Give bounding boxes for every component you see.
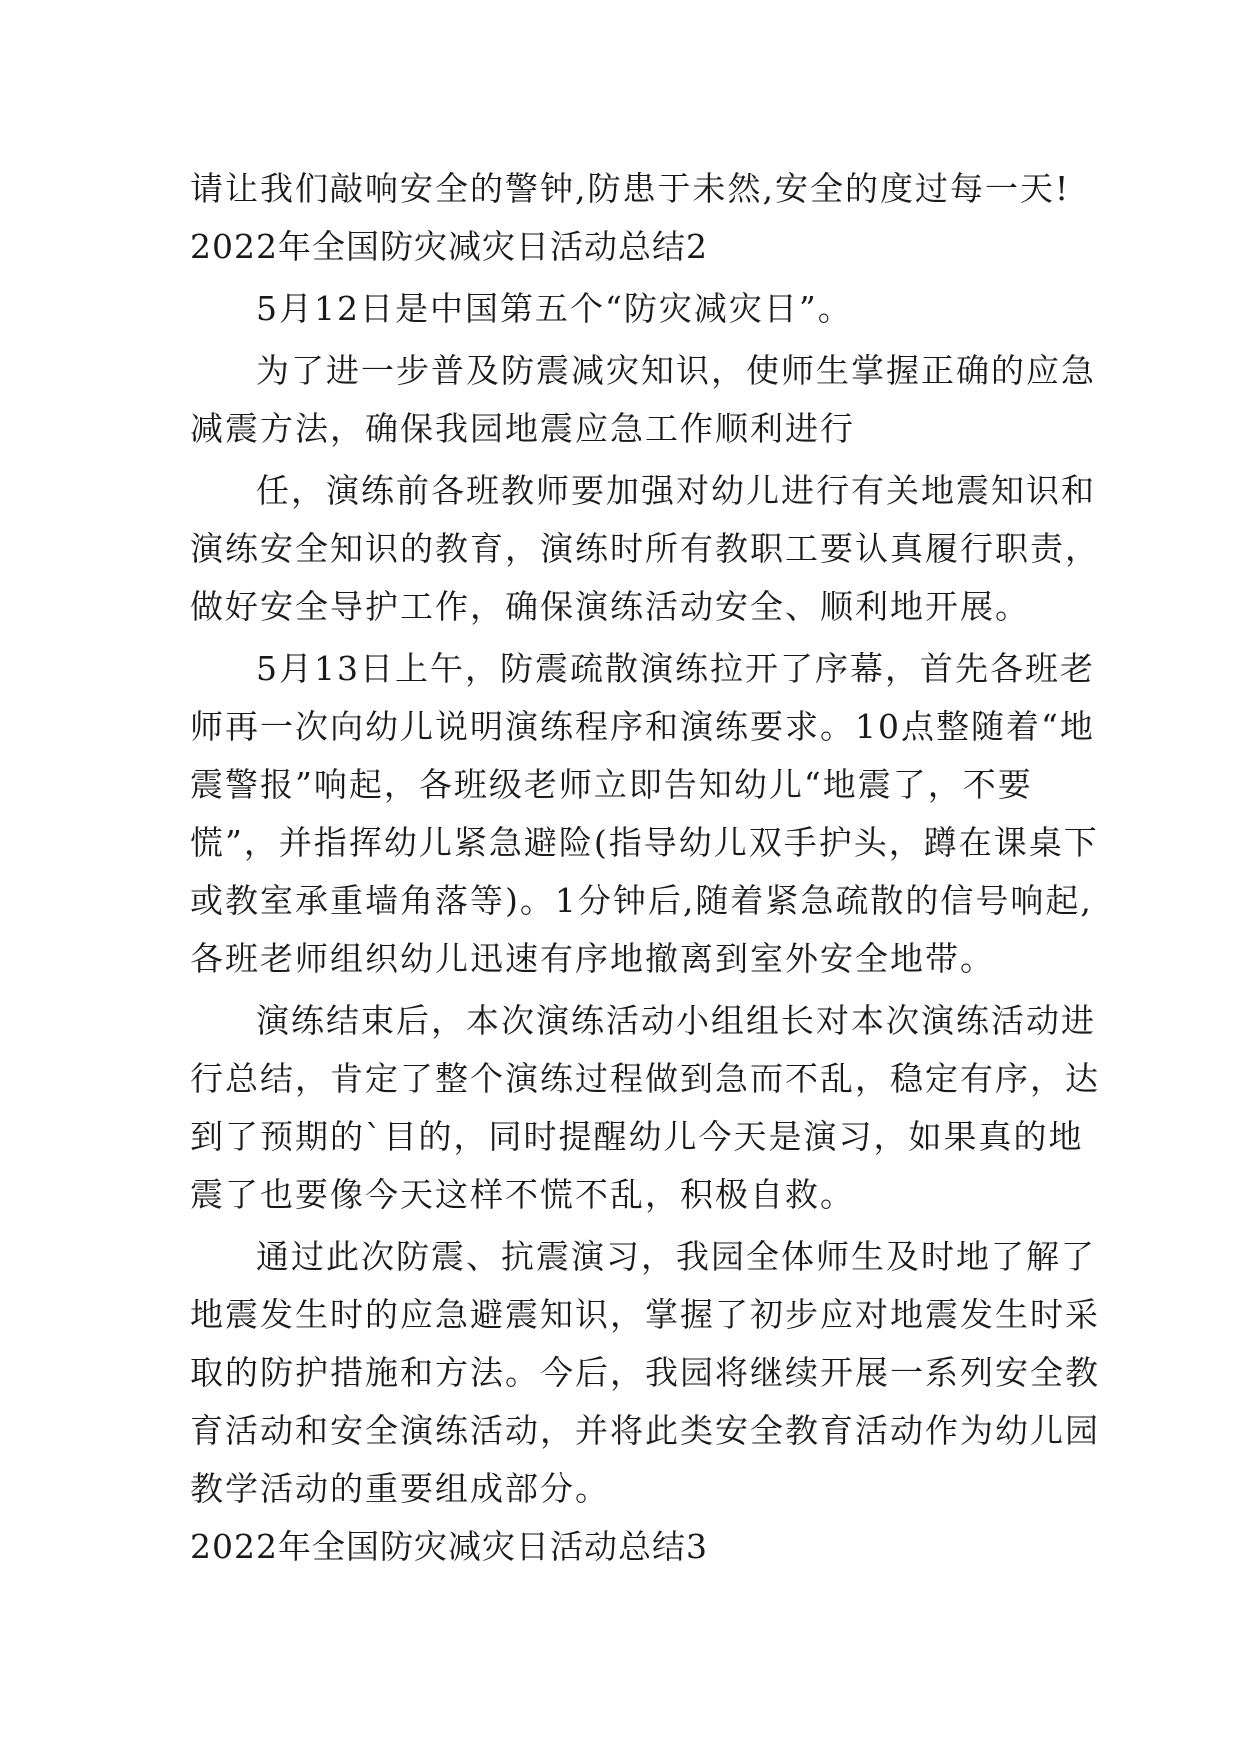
paragraph-line: 请让我们敲响安全的警钟,防患于未然,安全的度过每一天! xyxy=(190,169,1071,208)
paragraph-line: 育活动和安全演练活动，并将此类安全教育活动作为幼儿园 xyxy=(190,1411,1100,1450)
paragraph-line: 为了进一步普及防震减灾知识，使师生掌握正确的应急 xyxy=(256,351,1096,390)
paragraph-line: 演练安全知识的教育，演练时所有教职工要认真履行职责， xyxy=(190,529,1100,568)
paragraph-line: 地震发生时的应急避震知识，掌握了初步应对地震发生时采 xyxy=(190,1295,1100,1334)
paragraph-line: 5月12日是中国第五个“防灾减灾日”。 xyxy=(256,289,853,328)
paragraph-line: 或教室承重墙角落等)。1分钟后,随着紧急疏散的信号响起, xyxy=(190,881,1093,920)
paragraph-line: 慌”，并指挥幼儿紧急避险(指导幼儿双手护头，蹲在课桌下 xyxy=(190,823,1099,862)
document-page xyxy=(190,160,1100,1576)
paragraph-line: 行总结，肯定了整个演练过程做到急而不乱，稳定有序，达 xyxy=(190,1059,1100,1098)
paragraph-line: 教学活动的重要组成部分。 xyxy=(190,1469,610,1508)
paragraph-line: 到了预期的`目的，同时提醒幼儿今天是演习，如果真的地 xyxy=(190,1117,1084,1156)
paragraph-line: 5月13日上午，防震疏散演练拉开了序幕，首先各班老 xyxy=(256,649,1095,688)
section-heading: 2022年全国防灾减灾日活动总结3 xyxy=(190,1527,708,1566)
paragraph-line: 震了也要像今天这样不慌不乱，积极自救。 xyxy=(190,1175,855,1214)
paragraph-line: 师再一次向幼儿说明演练程序和演练要求。10点整随着“地 xyxy=(190,707,1095,746)
paragraph-line: 震警报”响起，各班级老师立即告知幼儿“地震了，不要 xyxy=(190,765,1033,804)
paragraph-line: 减震方法，确保我园地震应急工作顺利进行 xyxy=(190,409,855,448)
paragraph-line: 通过此次防震、抗震演习，我园全体师生及时地了解了 xyxy=(256,1237,1096,1276)
section-heading: 2022年全国防灾减灾日活动总结2 xyxy=(190,227,708,266)
paragraph-line: 任，演练前各班教师要加强对幼儿进行有关地震知识和 xyxy=(256,471,1096,510)
paragraph-line: 取的防护措施和方法。今后，我园将继续开展一系列安全教 xyxy=(190,1353,1100,1392)
paragraph-line: 演练结束后，本次演练活动小组组长对本次演练活动进 xyxy=(256,1001,1096,1040)
paragraph-line: 各班老师组织幼儿迅速有序地撤离到室外安全地带。 xyxy=(190,939,995,978)
paragraph-line: 做好安全导护工作，确保演练活动安全、顺利地开展。 xyxy=(190,587,1030,626)
